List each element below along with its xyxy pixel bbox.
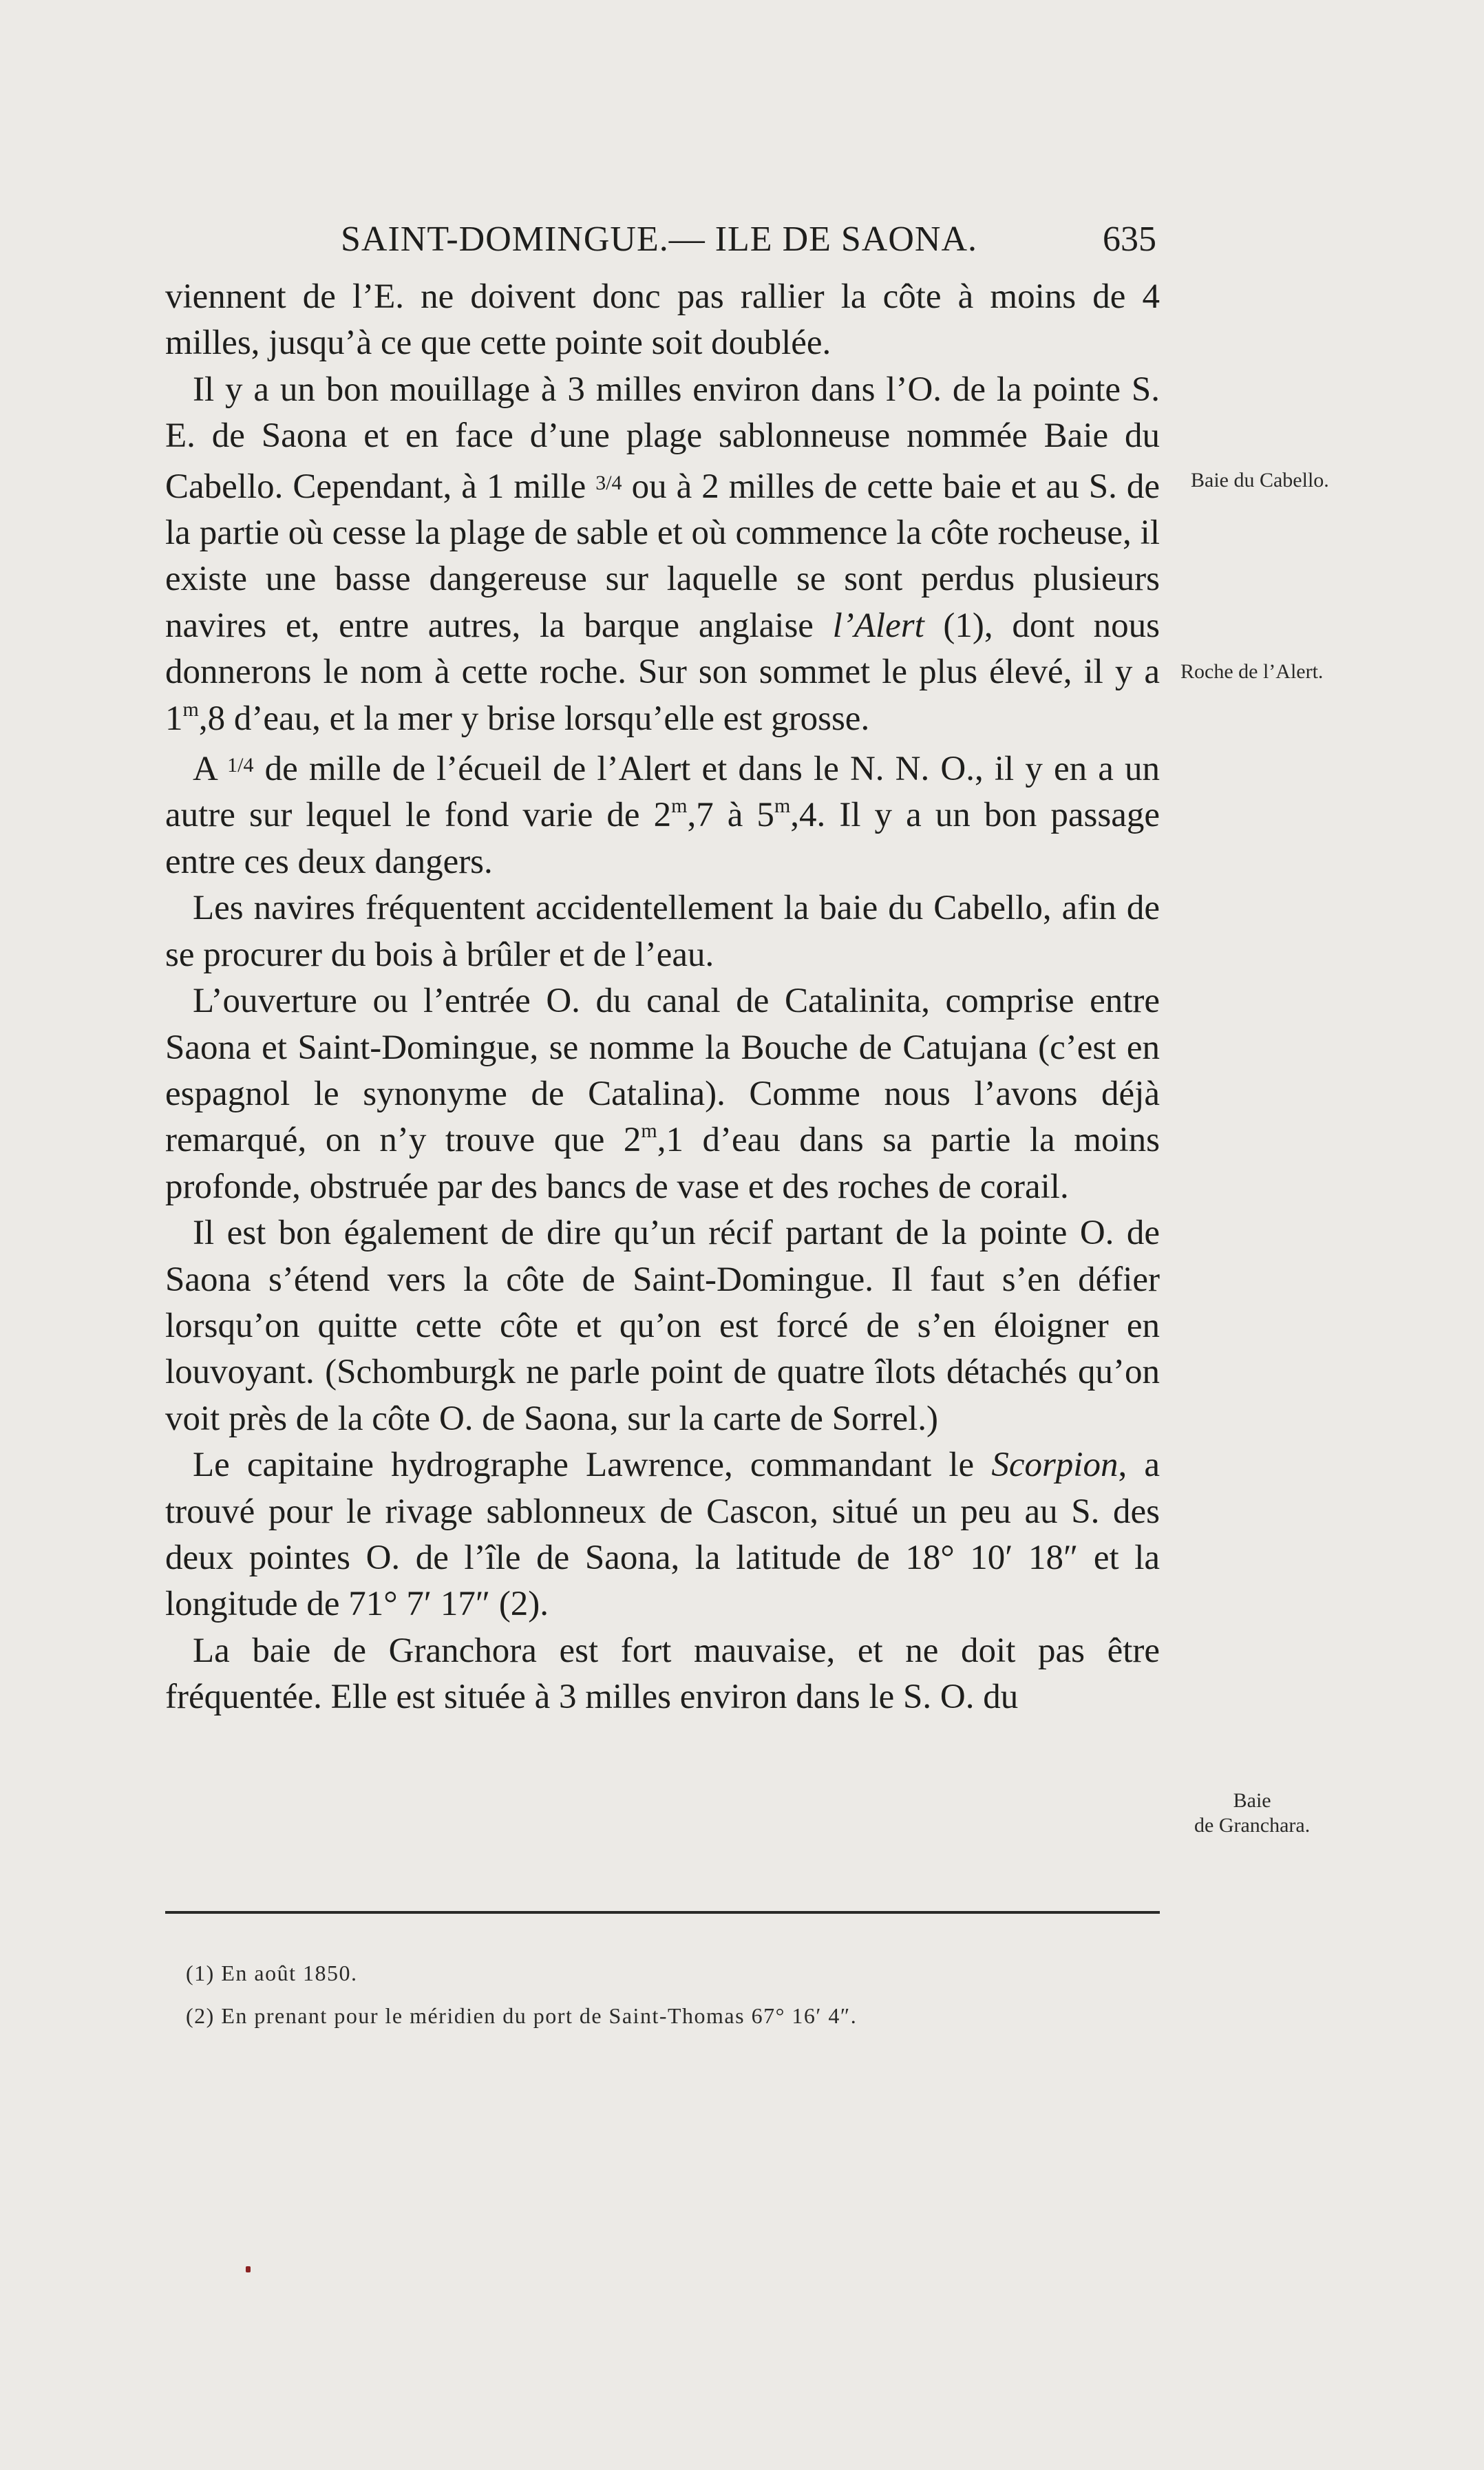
paragraph-text: ,8 d’eau, et la mer y brise lorsqu’elle est grosse. (198, 699, 870, 738)
unit-superscript: m (641, 1119, 657, 1143)
running-title: SAINT-DOMINGUE.— ILE DE SAONA. (341, 220, 978, 259)
margin-note-line: de Granchara. (1194, 1814, 1311, 1837)
paragraph-text: ,7 à 5 (687, 796, 774, 835)
footnote-1: (1) En août 1850. (186, 1961, 358, 1985)
ship-name: l’Alert (832, 606, 924, 645)
ship-name: Scorpion (991, 1446, 1119, 1485)
margin-note-line: Baie (1233, 1789, 1271, 1812)
paragraph-4 (165, 885, 1160, 978)
footnotes (186, 1952, 1163, 2037)
paragraph-8 (165, 1628, 1160, 1721)
paragraph-text: Les navires fréquentent accidentellement la baie du Cabello, afin de se procurer du bois à brûler et de l’eau. (165, 889, 1160, 974)
footnote-rule (165, 1911, 1160, 1914)
paragraph-6 (165, 1210, 1160, 1442)
paragraph-7 (165, 1442, 1160, 1628)
unit-superscript: m (182, 697, 199, 721)
margin-note-alert: Roche de l’Alert. (1180, 660, 1324, 683)
paragraph-text: (1), dont nous donnerons le nom à cette roche. Sur son sommet le plus élevé, il y a 1 (165, 606, 1160, 738)
paragraph-text: ou à 2 milles de cette baie et au S. de la partie où cesse la plage de sable et où commence la côte rocheuse, il existe une basse dangereuse sur laquelle se sont perdus plusieurs navires et, entre autres, la barque anglaise (165, 467, 1160, 645)
paragraph-text: de mille de l’écueil de l’Alert et dans le N. N. O., il y en a un autre sur lequel le fond varie de 2 (165, 750, 1160, 835)
footnote-2: (2) En prenant pour le méridien du port de Saint-Thomas 67° 16′ 4″. (186, 2003, 858, 2028)
paragraph-text: Il y a un bon mouillage à 3 milles environ dans l’O. de la pointe S. E. de Saona et en face d’une plage sablonneuse nommée Baie du Cabello. Cependant, à 1 mille (165, 370, 1160, 506)
paragraph-text: L’ouverture ou l’entrée O. du canal de Catalinita, comprise entre Saona et Saint-Domingue, se nomme la Bouche de Catujana (c’est en espagnol le synonyme de Catalina). Comme nous l’avons déjà remarqué, on n’y trouve que 2 (165, 982, 1160, 1160)
paragraph-5 (165, 978, 1160, 1210)
unit-superscript: m (671, 794, 688, 818)
running-head (165, 219, 1177, 267)
paragraph-text: viennent de l’E. ne doivent donc pas rallier la côte à moins de 4 milles, jusqu’à ce que cette pointe soit doublée. (165, 277, 1160, 363)
margin-note-granchora (1194, 1788, 1310, 1838)
paragraph-text: ,1 d’eau dans sa partie la moins profonde, obstruée par des bancs de vase et des roches de corail. (165, 1121, 1160, 1206)
paragraph-2 (165, 367, 1160, 742)
paragraph-text: Le capitaine hydrographe Lawrence, commandant le (193, 1446, 992, 1485)
margin-note-cabello: Baie du Cabello. (1191, 469, 1329, 492)
body-text (165, 274, 1160, 1721)
fraction: 3/4 (595, 471, 622, 494)
paragraph-1 (165, 274, 1160, 367)
fraction: 1/4 (227, 754, 254, 777)
paragraph-text: A (193, 750, 228, 789)
page-number: 635 (1103, 220, 1156, 259)
unit-superscript: m (774, 794, 791, 818)
ink-speck (246, 2266, 251, 2272)
paragraph-3 (165, 742, 1160, 885)
paragraph-text: Il est bon également de dire qu’un récif partant de la pointe O. de Saona s’étend vers la côte de Saint-Domingue. Il faut s’en défier lorsqu’on quitte cette côte et qu’on est forcé de s’en éloigner en louvoyant. (Schomburgk ne parle point de quatre îlots détachés qu’on voit près de la côte O. de Saona, sur la carte de Sorrel.) (165, 1214, 1160, 1438)
paragraph-text: La baie de Granchora est fort mauvaise, et ne doit pas être fréquentée. Elle est située à 3 milles environ dans le S. O. du (165, 1631, 1160, 1717)
paragraph-text: ,4. Il y a un bon passage entre ces deux dangers. (165, 796, 1160, 881)
paragraph-text: , a trouvé pour le rivage sablonneux de Cascon, situé un peu au S. des deux pointes O. de l’île de Saona, la latitude de 18° 10′ 18″ et la longitude de 71° 7′ 17″ (2). (165, 1446, 1160, 1624)
